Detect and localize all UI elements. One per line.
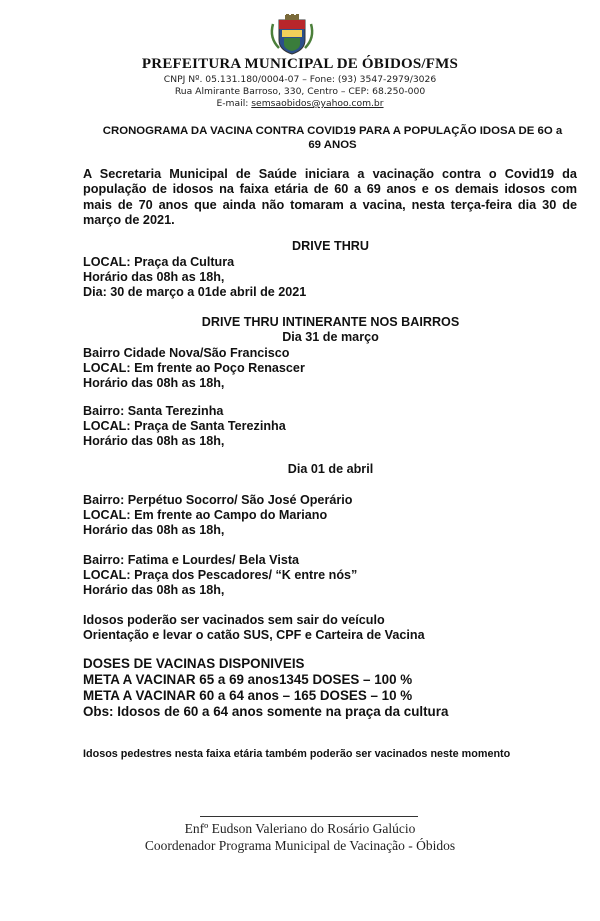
stop-local: LOCAL: Praça de Santa Terezinha — [83, 419, 286, 433]
stop-local: LOCAL: Praça dos Pescadores/ “K entre nós” — [83, 568, 358, 582]
signature-line — [200, 816, 418, 817]
day2-stop-1 — [83, 493, 578, 538]
day1-heading: Dia 31 de março — [282, 330, 379, 344]
doses-line-1: META A VACINAR 65 a 69 anos1345 DOSES – 100 % — [83, 672, 413, 687]
intro-paragraph: A Secretaria Municipal de Saúde iniciara a vacinação contra o Covid19 da população de idosos na faixa etária de 60 a 69 anos e os demais idosos com mais de 70 anos que ainda não tomaram a vacina, nesta terça-feira dia 30 de março de 2021. — [83, 167, 577, 228]
stop-hours: Horário das 08h as 18h, — [83, 583, 225, 597]
stop-local: LOCAL: Em frente ao Poço Renascer — [83, 361, 305, 375]
drive-thru-dates: Dia: 30 de março a 01de abril de 2021 — [83, 285, 307, 299]
drive-thru-heading: DRIVE THRU — [292, 239, 369, 253]
drive-thru-details — [83, 255, 578, 300]
itinerant-heading: DRIVE THRU INTINERANTE NOS BAIRROS — [201, 315, 460, 329]
cnpj-phone-line: CNPJ Nº. 05.131.180/0004-07 – Fone: (93) 3547-2979/3026 — [163, 74, 437, 85]
day1-stop-1 — [83, 346, 578, 391]
doses-section — [83, 656, 583, 720]
day2-stop-2 — [83, 553, 578, 598]
email-line — [0, 98, 600, 109]
stop-bairro: Bairro: Perpétuo Socorro/ São José Operário — [83, 493, 353, 507]
stop-hours: Horário das 08h as 18h, — [83, 523, 225, 537]
drive-thru-hours: Horário das 08h as 18h, — [83, 270, 225, 284]
document-title — [80, 124, 585, 152]
institution-title: PREFEITURA MUNICIPAL DE ÓBIDOS/FMS — [141, 56, 459, 72]
address-line: Rua Almirante Barroso, 330, Centro – CEP: 68.250-000 — [174, 86, 426, 97]
instructions-line-1: Idosos poderão ser vacinados sem sair do veículo — [83, 613, 385, 627]
document-title-line-1: CRONOGRAMA DA VACINA CONTRA COVID19 PARA A POPULAÇÃO IDOSA DE 6O a — [102, 125, 563, 137]
stop-hours: Horário das 08h as 18h, — [83, 376, 225, 390]
stop-local: LOCAL: Em frente ao Campo do Mariano — [83, 508, 328, 522]
signature-name: Enfº Eudson Valeriano do Rosário Galúcio — [184, 821, 416, 836]
document-title-line-2: 69 ANOS — [308, 139, 357, 151]
doses-heading: DOSES DE VACINAS DISPONIVEIS — [83, 656, 305, 671]
doses-obs: Obs: Idosos de 60 a 64 anos somente na praça da cultura — [83, 704, 449, 719]
pedestrian-note: Idosos pedestres nesta faixa etária também poderão ser vacinados neste momento — [83, 748, 511, 760]
day2-heading: Dia 01 de abril — [287, 462, 374, 476]
stop-bairro: Bairro: Santa Terezinha — [83, 404, 224, 418]
doses-line-2: META A VACINAR 60 a 64 anos – 165 DOSES – 10 % — [83, 688, 413, 703]
email-link[interactable]: semsaobidos@yahoo.com.br — [251, 98, 384, 109]
stop-bairro: Bairro: Fatima e Lourdes/ Bela Vista — [83, 553, 300, 567]
instructions — [83, 613, 578, 643]
stop-hours: Horário das 08h as 18h, — [83, 434, 225, 448]
day1-stop-2 — [83, 404, 578, 449]
coat-of-arms-icon — [265, 14, 319, 56]
signature-role: Coordenador Programa Municipal de Vacinação - Óbidos — [144, 838, 456, 853]
drive-thru-local: LOCAL: Praça da Cultura — [83, 255, 235, 269]
stop-bairro: Bairro Cidade Nova/São Francisco — [83, 346, 290, 360]
instructions-line-2: Orientação e levar o catão SUS, CPF e Carteira de Vacina — [83, 628, 425, 642]
email-label: E-mail: — [216, 98, 252, 109]
